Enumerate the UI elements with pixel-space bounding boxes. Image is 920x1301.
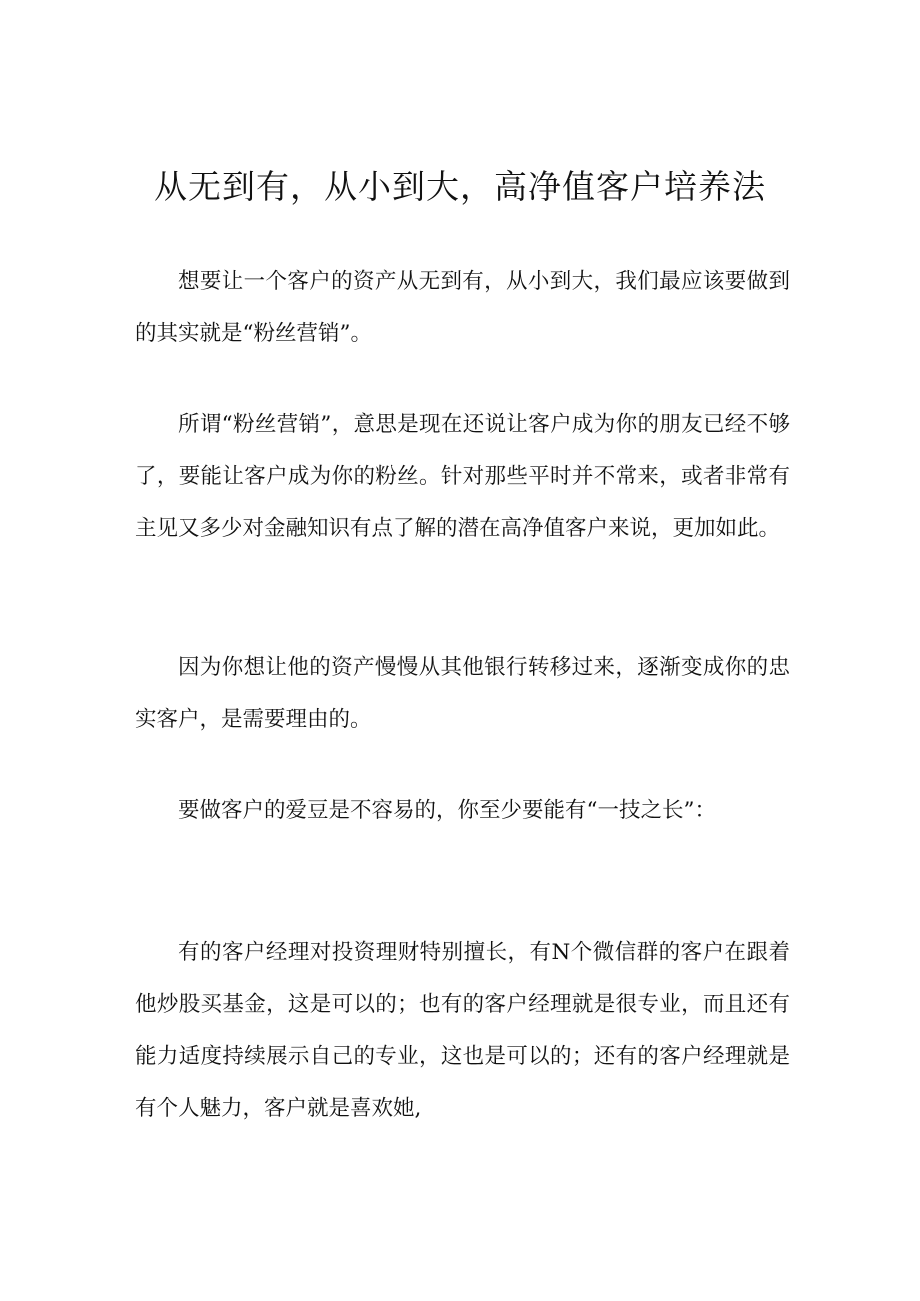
paragraph-special-skill: 要做客户的爱豆是不容易的，你至少要能有“一技之长”： bbox=[178, 798, 716, 823]
paragraph-manager-examples: 有的客户经理对投资理财特别擅长，有N个微信群的客户在跟着他炒股买基金，这是可以的；也有的客户经理就是很专业，而且还有能力适度持续展示自己的专业，这也是可以的；还有的客户经理就是有个人魅力，客户就是喜欢她, bbox=[135, 940, 790, 1121]
paragraph-fan-marketing-intro: 想要让一个客户的资产从无到有，从小到大，我们最应该要做到的其实就是“粉丝营销”。 bbox=[135, 269, 790, 346]
paragraph-asset-transfer-reason: 因为你想让他的资产慢慢从其他银行转移过来，逐渐变成你的忠实客户，是需要理由的。 bbox=[135, 655, 790, 732]
document-title: 从无到有，从小到大，高净值客户培养法 bbox=[154, 167, 766, 206]
paragraph-fan-marketing-definition: 所谓“粉丝营销”，意思是现在还说让客户成为你的朋友已经不够了，要能让客户成为你的粉丝。针对那些平时并不常来，或者非常有主见又多少对金融知识有点了解的潜在高净值客户来说，更加如此。 bbox=[135, 412, 790, 541]
